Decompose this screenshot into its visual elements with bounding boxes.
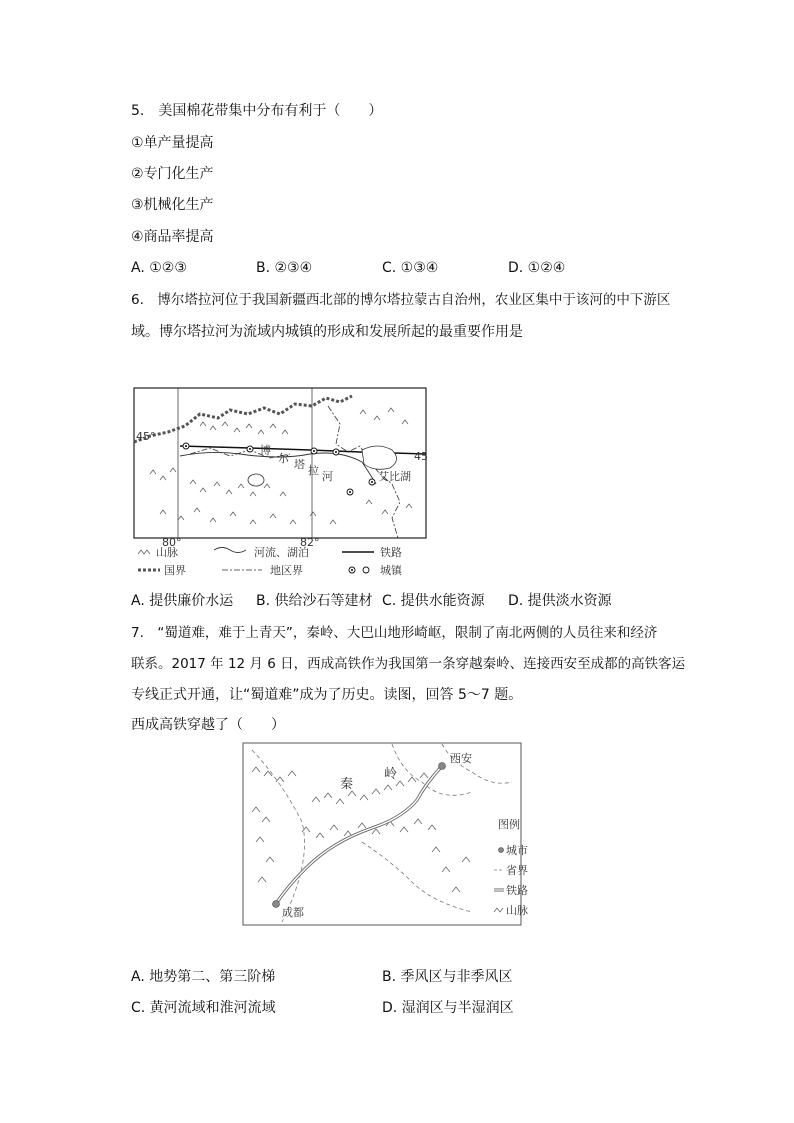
- legend-province-border: 省界: [506, 864, 528, 877]
- bortala-river-map: [130, 384, 430, 584]
- q5-option-b: B. ②③④: [256, 260, 313, 276]
- q5-stem: 5. 美国棉花带集中分布有利于（ ）: [131, 103, 383, 119]
- q6-option-d: D. 提供淡水资源: [508, 593, 612, 609]
- xicheng-railway-map: [242, 742, 528, 926]
- q6-stem-line-2: 域。博尔塔拉河为流域内城镇的形成和发展所起的最重要作用是: [131, 324, 523, 340]
- q6-option-a: A. 提供廉价水运: [131, 593, 234, 609]
- qin-label: 秦: [340, 777, 354, 792]
- q7-sub-question: 西成高铁穿越了（ ）: [131, 717, 285, 733]
- legend-mountain: 山脉: [156, 546, 178, 559]
- q6-option-b: B. 供给沙石等建材: [256, 593, 373, 609]
- q7-stem-line-3: 专线正式开通，让“蜀道难”成为了历史。读图，回答 5～7 题。: [131, 687, 523, 703]
- lat-label-left: 45°: [136, 430, 156, 443]
- xian-label: 西安: [450, 752, 472, 765]
- legend-town: 城镇: [380, 564, 402, 577]
- q5-item-4: ④商品率提高: [131, 229, 214, 245]
- q5-item-3: ③机械化生产: [131, 197, 214, 213]
- ling-label: 岭: [384, 767, 398, 782]
- q5-option-c: C. ①③④: [382, 260, 439, 276]
- q6-stem-line-1: 6. 博尔塔拉河位于我国新疆西北部的博尔塔拉蒙古自治州，农业区集中于该河的中下游区: [131, 292, 671, 308]
- legend-city: 城市: [506, 844, 528, 857]
- chengdu-city-marker: [273, 901, 280, 908]
- q5-item-1: ①单产量提高: [131, 135, 214, 151]
- river-char-4: 拉: [308, 464, 319, 477]
- small-lake: [248, 474, 264, 486]
- river-char-3: 塔: [294, 458, 305, 471]
- map-frame: [243, 743, 521, 925]
- river-char-2: 尔: [278, 452, 289, 465]
- q7-option-c: C. 黄河流域和淮河流域: [131, 1000, 276, 1016]
- chengdu-label: 成都: [282, 906, 304, 919]
- q7-option-d: D. 湿润区与半湿润区: [382, 1000, 514, 1016]
- lon-label-82: 82°: [300, 536, 320, 549]
- q7-option-b: B. 季风区与非季风区: [382, 969, 513, 985]
- q7-stem-line-2: 联系。2017 年 12 月 6 日，西成高铁作为我国第一条穿越秦岭、连接西安至成都的高铁客运: [131, 656, 686, 672]
- river-char-5: 河: [322, 470, 333, 483]
- xian-city-marker: [439, 763, 446, 770]
- lake-label: 艾比湖: [378, 470, 411, 483]
- legend-river-lake: 河流、湖泊: [254, 546, 309, 559]
- legend-title: 图例: [498, 818, 520, 831]
- river-char-1: 博: [260, 444, 271, 457]
- lon-label-80: 80°: [162, 536, 182, 549]
- lat-label-right: 45: [414, 450, 428, 463]
- legend-railway: 铁路: [380, 546, 402, 559]
- legend-district-border: 地区界: [270, 564, 303, 577]
- ebinur-lake: [362, 446, 397, 469]
- q7-option-a: A. 地势第二、第三阶梯: [131, 969, 276, 985]
- q5-item-2: ②专门化生产: [131, 166, 214, 182]
- q5-option-a: A. ①②③: [131, 260, 187, 276]
- q5-option-d: D. ①②④: [508, 260, 566, 276]
- q7-stem-line-1: 7. “蜀道难，难于上青天”，秦岭、大巴山地形崎岖，限制了南北两侧的人员往来和经济: [131, 625, 658, 641]
- map-legend: [138, 545, 403, 577]
- legend-railway: 铁路: [506, 884, 528, 897]
- q6-option-c: C. 提供水能资源: [382, 593, 485, 609]
- legend-mountain: 山脉: [506, 904, 528, 917]
- legend-national-border: 国界: [164, 564, 186, 577]
